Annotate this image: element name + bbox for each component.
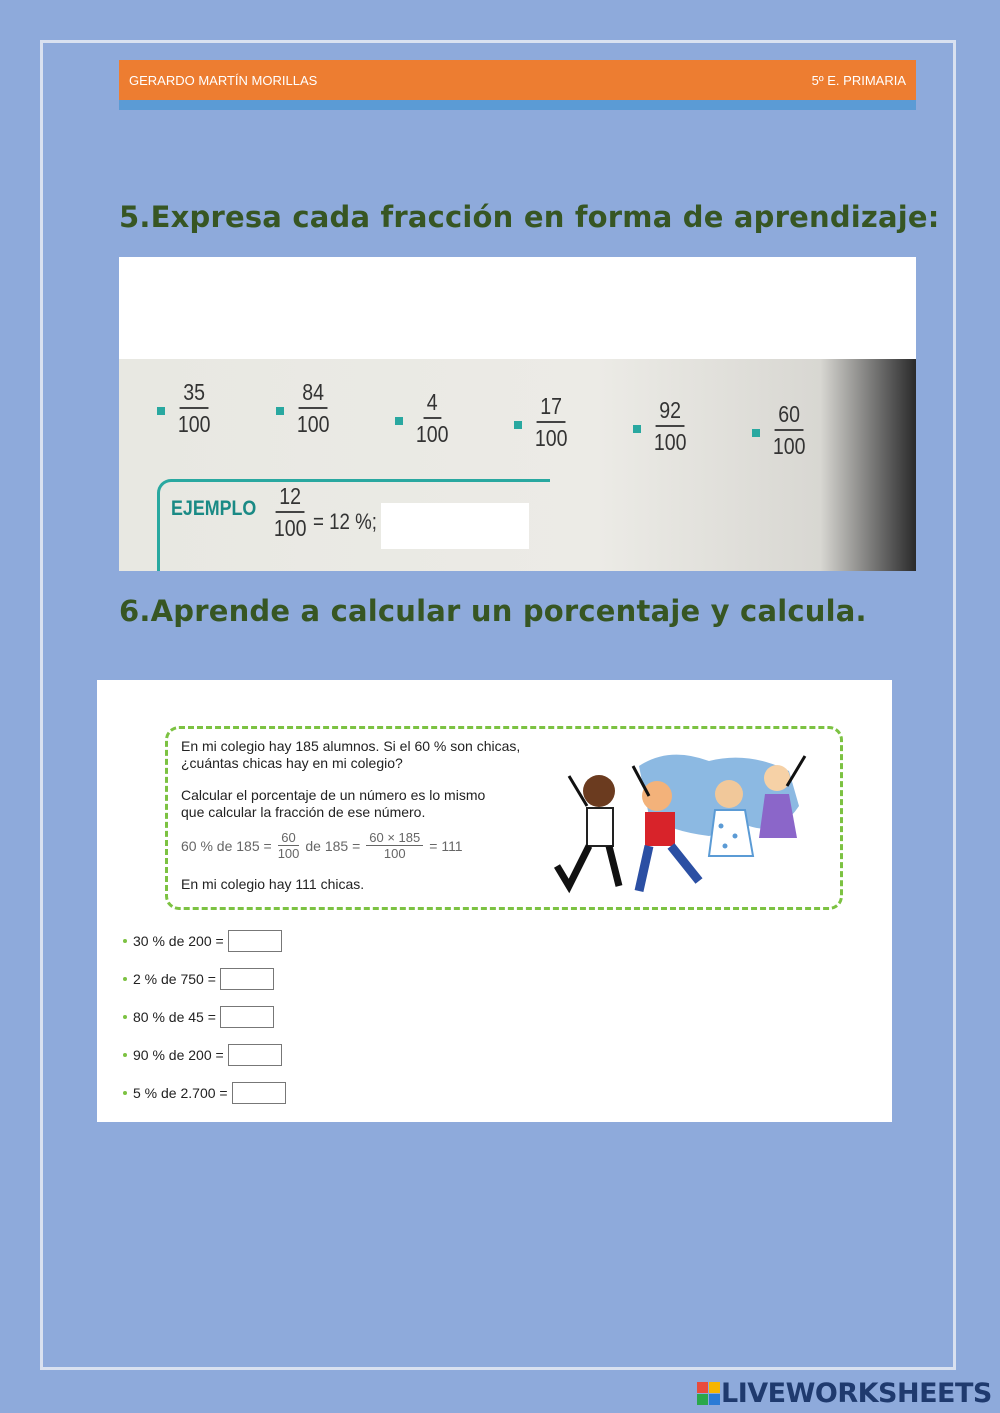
fraction-denominator: 100: [772, 433, 806, 459]
exercise-item: [123, 1082, 286, 1104]
calc-fraction2-den: 100: [383, 846, 406, 861]
page-header: [119, 60, 916, 100]
bullet-icon: [123, 1091, 127, 1095]
problem-line-1: En mi colegio hay 185 alumnos. Si el 60 % son chicas,: [181, 738, 521, 754]
bullet-icon: [276, 407, 284, 415]
explain-line-2: que calcular la fracción de ese número.: [181, 804, 426, 820]
calc-end: = 111: [429, 837, 463, 854]
answer-line: En mi colegio hay 111 chicas.: [181, 876, 365, 892]
example-label: EJEMPLO: [171, 497, 257, 520]
exercise-label: 80 % de 45 =: [133, 1009, 216, 1025]
author-name: GERARDO MARTÍN MORILLAS: [129, 72, 318, 88]
calc-mid: de 185 =: [305, 837, 361, 854]
exercise-label: 90 % de 200 =: [133, 1047, 224, 1063]
exercise-item: [123, 968, 274, 990]
bullet-icon: [123, 1053, 127, 1057]
bullet-icon: [123, 977, 127, 981]
fraction-item: [752, 399, 808, 461]
fraction-denominator: 100: [177, 411, 211, 437]
exercise-label: 30 % de 200 =: [133, 933, 224, 949]
fraction-denominator: 100: [273, 515, 307, 541]
answer-input[interactable]: [228, 930, 282, 952]
example-answer-blank: [381, 503, 529, 549]
liveworksheets-logo[interactable]: [697, 1378, 992, 1409]
exercise-item: [123, 1044, 282, 1066]
section6-title: 6.Aprende a calcular un porcentaje y calcula.: [119, 594, 867, 628]
bullet-icon: [752, 429, 760, 437]
fraction-denominator: 100: [534, 425, 568, 451]
fraction-item: [157, 377, 213, 439]
fractions-scan: [119, 359, 916, 571]
fraction-denominator: 100: [653, 429, 687, 455]
example-fraction: [271, 481, 309, 543]
fraction-item: [395, 387, 451, 449]
fraction-item: [276, 377, 332, 439]
calc-fraction1-num: 60: [278, 830, 298, 846]
worked-calculation: [181, 830, 463, 861]
section5-title: 5.Expresa cada fracción en forma de aprendizaje:: [119, 200, 940, 234]
problem-line-2: ¿cuántas chicas hay en mi colegio?: [181, 755, 403, 771]
fraction-item: [633, 395, 689, 457]
bullet-icon: [123, 939, 127, 943]
answer-input[interactable]: [228, 1044, 282, 1066]
fraction-denominator: 100: [415, 421, 449, 447]
calc-start: 60 % de 185 =: [181, 837, 272, 854]
fraction-numerator: 4: [423, 387, 441, 419]
answer-input[interactable]: [232, 1082, 286, 1104]
exercise-label: 2 % de 750 =: [133, 971, 216, 987]
liveworksheets-badge-icon: [697, 1382, 721, 1406]
section5-exercise: [119, 257, 916, 571]
liveworksheets-brand: LIVEWORKSHEETS: [721, 1378, 992, 1409]
answer-input[interactable]: [220, 1006, 274, 1028]
bullet-icon: [514, 421, 522, 429]
bullet-icon: [157, 407, 165, 415]
answer-input[interactable]: [220, 968, 274, 990]
grade-label: 5º E. PRIMARIA: [811, 72, 906, 88]
fraction-numerator: 35: [180, 377, 209, 409]
section6-exercise: [97, 680, 892, 1122]
fraction-numerator: 60: [775, 399, 804, 431]
example-result: = 12 %;: [313, 509, 377, 534]
exercise-label: 5 % de 2.700 =: [133, 1085, 228, 1101]
fraction-numerator: 17: [537, 391, 566, 423]
children-illustration: [549, 746, 829, 906]
bullet-icon: [395, 417, 403, 425]
calc-fraction1-den: 100: [277, 846, 300, 861]
calc-fraction2-num: 60 × 185: [366, 830, 423, 846]
fraction-denominator: 100: [296, 411, 330, 437]
fraction-numerator: 12: [276, 481, 305, 513]
exercise-item: [123, 1006, 274, 1028]
fraction-numerator: 84: [299, 377, 328, 409]
bullet-icon: [633, 425, 641, 433]
explain-line-1: Calcular el porcentaje de un número es lo mismo: [181, 787, 486, 803]
fraction-item: [514, 391, 570, 453]
fraction-numerator: 92: [656, 395, 685, 427]
bullet-icon: [123, 1015, 127, 1019]
exercise-item: [123, 930, 282, 952]
header-accent-bar: [119, 100, 916, 110]
